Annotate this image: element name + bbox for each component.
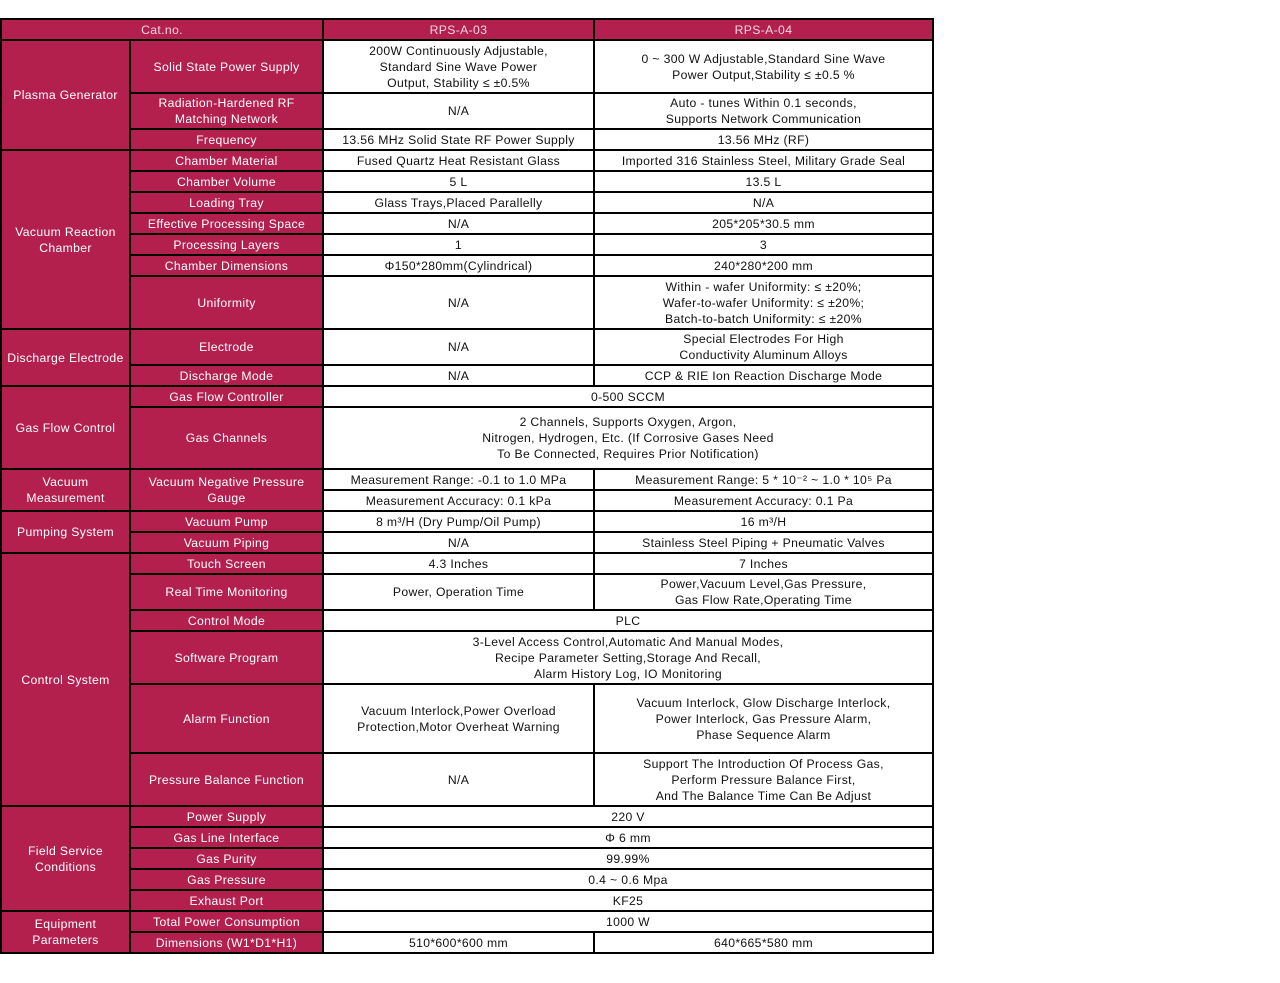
value-cell-rps-a-04: Measurement Range: 5 * 10⁻² ~ 1.0 * 10⁵ Pa: [594, 469, 933, 490]
table-row: [1, 610, 933, 631]
value-cell-rps-a-04: 7 Inches: [594, 553, 933, 574]
table-row: [1, 911, 933, 932]
table-header-row: [1, 19, 933, 40]
table-row: [1, 365, 933, 386]
table-row: [1, 234, 933, 255]
value-cell-rps-a-04: 240*280*200 mm: [594, 255, 933, 276]
table-row: [1, 407, 933, 469]
value-cell-rps-a-04: 3: [594, 234, 933, 255]
category-cell: Gas Flow Control: [1, 386, 130, 469]
shared-value-cell: PLC: [323, 610, 933, 631]
category-cell: Field Service Conditions: [1, 806, 130, 911]
parameter-name-cell: Vacuum Piping: [130, 532, 323, 553]
value-cell-rps-a-04: Power,Vacuum Level,Gas Pressure, Gas Flow Rate,Operating Time: [594, 574, 933, 610]
parameter-name-cell: Radiation-Hardened RF Matching Network: [130, 93, 323, 129]
value-cell-rps-a-04: Support The Introduction Of Process Gas, Perform Pressure Balance First, And The Balance Time Can Be Adjust: [594, 753, 933, 806]
parameter-name-cell: Alarm Function: [130, 684, 323, 753]
header-model-b: RPS-A-04: [594, 19, 933, 40]
table-row: [1, 631, 933, 684]
parameter-name-cell: Vacuum Pump: [130, 511, 323, 532]
table-row: [1, 532, 933, 553]
table-row: [1, 890, 933, 911]
parameter-name-cell: Solid State Power Supply: [130, 40, 323, 93]
value-cell-rps-a-04: 205*205*30.5 mm: [594, 213, 933, 234]
shared-value-cell: Φ 6 mm: [323, 827, 933, 848]
shared-value-cell: 99.99%: [323, 848, 933, 869]
table-row: [1, 171, 933, 192]
value-cell-rps-a-03: 5 L: [323, 171, 594, 192]
shared-value-cell: 1000 W: [323, 911, 933, 932]
value-cell-rps-a-04: Imported 316 Stainless Steel, Military Grade Seal: [594, 150, 933, 171]
table-row: [1, 753, 933, 806]
value-cell-rps-a-03: 4.3 Inches: [323, 553, 594, 574]
parameter-name-cell: Uniformity: [130, 276, 323, 329]
parameter-name-cell: Effective Processing Space: [130, 213, 323, 234]
parameter-name-cell: Dimensions (W1*D1*H1): [130, 932, 323, 953]
category-cell: Plasma Generator: [1, 40, 130, 150]
parameter-name-cell: Frequency: [130, 129, 323, 150]
table-row: [1, 129, 933, 150]
value-cell-rps-a-03: Power, Operation Time: [323, 574, 594, 610]
shared-value-cell: 220 V: [323, 806, 933, 827]
value-cell-rps-a-03: Φ150*280mm(Cylindrical): [323, 255, 594, 276]
value-cell-rps-a-03: N/A: [323, 93, 594, 129]
header-model-a: RPS-A-03: [323, 19, 594, 40]
parameter-name-cell: Software Program: [130, 631, 323, 684]
value-cell-rps-a-04: 640*665*580 mm: [594, 932, 933, 953]
value-cell-rps-a-04: Special Electrodes For High Conductivity Aluminum Alloys: [594, 329, 933, 365]
category-cell: Vacuum Reaction Chamber: [1, 150, 130, 329]
parameter-name-cell: Discharge Mode: [130, 365, 323, 386]
parameter-name-cell: Processing Layers: [130, 234, 323, 255]
table-row: [1, 40, 933, 93]
table-row: [1, 827, 933, 848]
parameter-name-cell: Gas Channels: [130, 407, 323, 469]
value-cell-rps-a-03: N/A: [323, 532, 594, 553]
value-cell-rps-a-04: 16 m³/H: [594, 511, 933, 532]
parameter-name-cell: Loading Tray: [130, 192, 323, 213]
shared-value-cell: 3-Level Access Control,Automatic And Manual Modes, Recipe Parameter Setting,Storage And Recall, Alarm History Log, IO Monitoring: [323, 631, 933, 684]
parameter-name-cell: Exhaust Port: [130, 890, 323, 911]
value-cell-rps-a-03: 200W Continuously Adjustable, Standard Sine Wave Power Output, Stability ≤ ±0.5%: [323, 40, 594, 93]
table-row: [1, 869, 933, 890]
category-cell: Discharge Electrode: [1, 329, 130, 386]
table-row: [1, 848, 933, 869]
table-row: [1, 386, 933, 407]
value-cell-rps-a-03: Glass Trays,Placed Parallelly: [323, 192, 594, 213]
parameter-name-cell: Gas Purity: [130, 848, 323, 869]
table-row: [1, 469, 933, 490]
shared-value-cell: KF25: [323, 890, 933, 911]
table-row: [1, 192, 933, 213]
parameter-name-cell: Vacuum Negative Pressure Gauge: [130, 469, 323, 511]
parameter-name-cell: Pressure Balance Function: [130, 753, 323, 806]
shared-value-cell: 0.4 ~ 0.6 Mpa: [323, 869, 933, 890]
shared-value-cell: 0-500 SCCM: [323, 386, 933, 407]
value-cell-rps-a-04: CCP & RIE Ion Reaction Discharge Mode: [594, 365, 933, 386]
parameter-name-cell: Real Time Monitoring: [130, 574, 323, 610]
value-cell-rps-a-03: Vacuum Interlock,Power Overload Protection,Motor Overheat Warning: [323, 684, 594, 753]
table-row: [1, 213, 933, 234]
value-cell-rps-a-03: N/A: [323, 276, 594, 329]
category-cell: Pumping System: [1, 511, 130, 553]
value-cell-rps-a-03: 13.56 MHz Solid State RF Power Supply: [323, 129, 594, 150]
shared-value-cell: 2 Channels, Supports Oxygen, Argon, Nitrogen, Hydrogen, Etc. (If Corrosive Gases Need To Be Connected, Requires Prior Notification): [323, 407, 933, 469]
value-cell-rps-a-03: Measurement Accuracy: 0.1 kPa: [323, 490, 594, 511]
value-cell-rps-a-03: N/A: [323, 753, 594, 806]
table-row: [1, 255, 933, 276]
value-cell-rps-a-04: 13.5 L: [594, 171, 933, 192]
value-cell-rps-a-04: Auto - tunes Within 0.1 seconds, Supports Network Communication: [594, 93, 933, 129]
value-cell-rps-a-03: 510*600*600 mm: [323, 932, 594, 953]
value-cell-rps-a-04: 0 ~ 300 W Adjustable,Standard Sine Wave Power Output,Stability ≤ ±0.5 %: [594, 40, 933, 93]
table-row: [1, 150, 933, 171]
spec-table-body: [1, 40, 933, 953]
value-cell-rps-a-04: Within - wafer Uniformity: ≤ ±20%; Wafer-to-wafer Uniformity: ≤ ±20%; Batch-to-batch Uniformity: ≤ ±20%: [594, 276, 933, 329]
value-cell-rps-a-04: 13.56 MHz (RF): [594, 129, 933, 150]
parameter-name-cell: Gas Pressure: [130, 869, 323, 890]
parameter-name-cell: Power Supply: [130, 806, 323, 827]
table-row: [1, 684, 933, 753]
value-cell-rps-a-04: Vacuum Interlock, Glow Discharge Interlock, Power Interlock, Gas Pressure Alarm, Phase Sequence Alarm: [594, 684, 933, 753]
value-cell-rps-a-03: 8 m³/H (Dry Pump/Oil Pump): [323, 511, 594, 532]
table-row: [1, 276, 933, 329]
parameter-name-cell: Touch Screen: [130, 553, 323, 574]
value-cell-rps-a-04: Measurement Accuracy: 0.1 Pa: [594, 490, 933, 511]
parameter-name-cell: Gas Flow Controller: [130, 386, 323, 407]
category-cell: Equipment Parameters: [1, 911, 130, 953]
table-row: [1, 511, 933, 532]
value-cell-rps-a-03: 1: [323, 234, 594, 255]
table-row: [1, 806, 933, 827]
parameter-name-cell: Chamber Volume: [130, 171, 323, 192]
parameter-name-cell: Electrode: [130, 329, 323, 365]
value-cell-rps-a-03: N/A: [323, 213, 594, 234]
parameter-name-cell: Gas Line Interface: [130, 827, 323, 848]
table-row: [1, 329, 933, 365]
value-cell-rps-a-03: Measurement Range: -0.1 to 1.0 MPa: [323, 469, 594, 490]
parameter-name-cell: Chamber Material: [130, 150, 323, 171]
spec-table: [0, 18, 934, 954]
table-row: [1, 932, 933, 953]
value-cell-rps-a-03: N/A: [323, 329, 594, 365]
table-row: [1, 93, 933, 129]
table-row: [1, 553, 933, 574]
header-cat-no: Cat.no.: [1, 19, 323, 40]
value-cell-rps-a-04: Stainless Steel Piping + Pneumatic Valves: [594, 532, 933, 553]
category-cell: Vacuum Measurement: [1, 469, 130, 511]
parameter-name-cell: Chamber Dimensions: [130, 255, 323, 276]
parameter-name-cell: Total Power Consumption: [130, 911, 323, 932]
table-row: [1, 574, 933, 610]
parameter-name-cell: Control Mode: [130, 610, 323, 631]
value-cell-rps-a-03: Fused Quartz Heat Resistant Glass: [323, 150, 594, 171]
category-cell: Control System: [1, 553, 130, 806]
value-cell-rps-a-04: N/A: [594, 192, 933, 213]
value-cell-rps-a-03: N/A: [323, 365, 594, 386]
